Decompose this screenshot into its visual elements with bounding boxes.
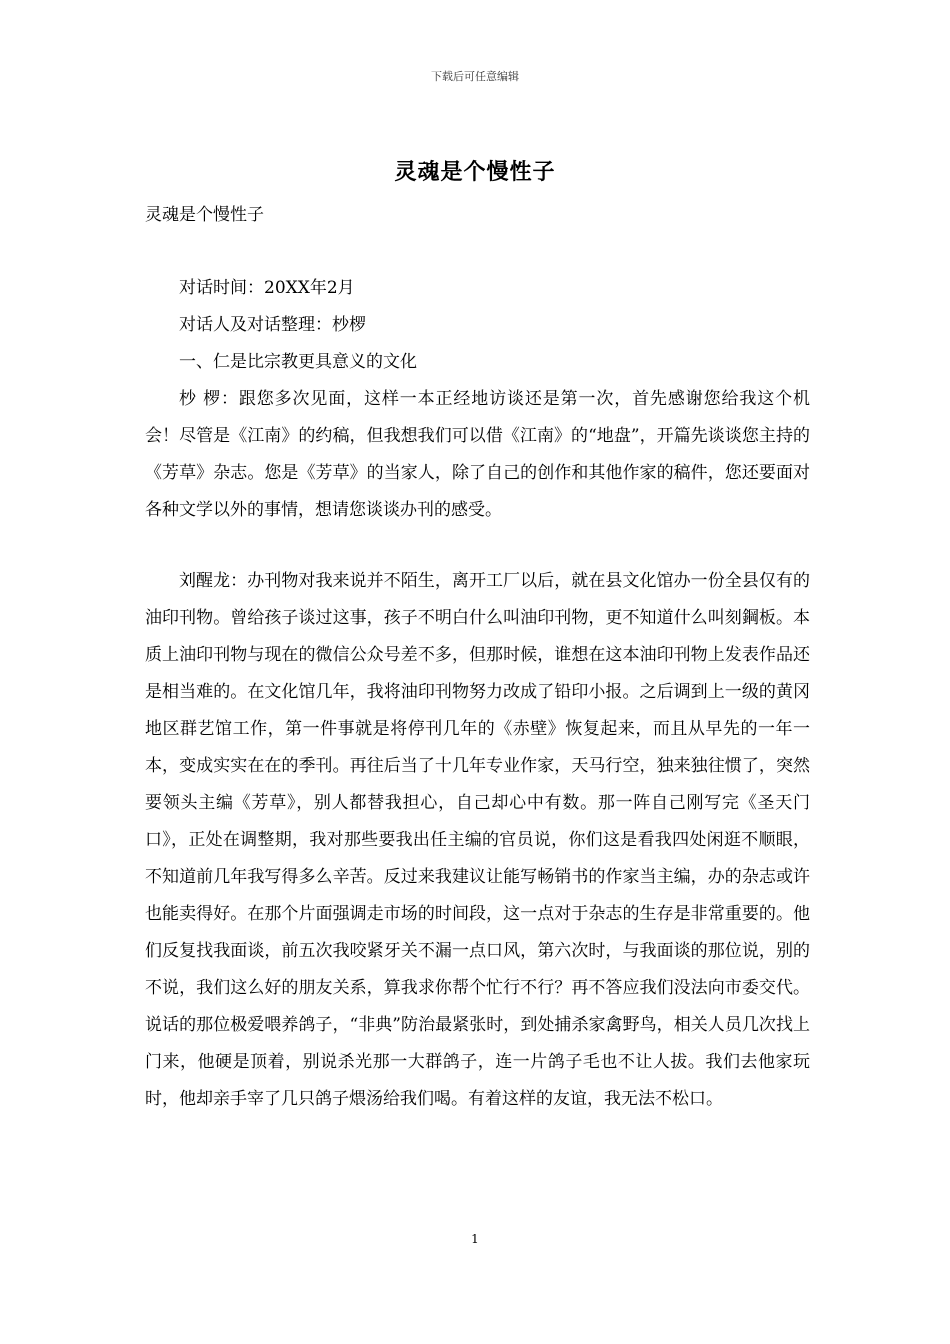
section-heading: 一、仁是比宗教更具意义的文化 <box>179 352 417 372</box>
paragraph-question: 杪 椤：跟您多次见面，这样一本正经地访谈还是第一次，首先感谢您给我这个机会！尽管是《江南》的约稿，但我想我们可以借《江南》的“地盘”，开篇先谈谈您主持的《芳草》杂志。您是《芳草》的当家人，除了自己的创作和其他作家的稿件，您还要面对各种文学以外的事情，想请您谈谈办刊的感受。 <box>145 389 810 520</box>
document-title: 灵魂是个慢性子 <box>394 159 556 185</box>
paragraph-dialogue-time: 对话时间：20XX年2月 <box>179 278 355 298</box>
paragraph-answer: 刘醒龙：办刊物对我来说并不陌生，离开工厂以后，就在县文化馆办一份全县仅有的油印刊物。曾给孩子谈过这事，孩子不明白什么叫油印刊物，更不知道什么叫刻鋼板。本质上油印刊物与现在的微信公众号差不多，但那时候，谁想在这本油印刊物上发表作品还是相当难的。在文化馆几年，我将油印刊物努力改成了铅印小报。之后调到上一级的黄冈地区群艺馆工作，第一件事就是将停刊几年的《赤壁》恢复起来，而且从早先的一年一本，变成实实在在的季刊。再往后当了十几年专业作家，天马行空，独来独往惯了，突然要领头主编《芳草》，别人都替我担心，自己却心中有数。那一阵自己刚写完《圣天门口》，正处在调整期，我对那些要我出任主编的官员说，你们这是看我四处闲逛不顺眼，不知道前几年我写得多么辛苦。反过来我建议让能写畅销书的作家当主编，办的杂志或许也能卖得好。在那个片面强调走市场的时间段，这一点对于杂志的生存是非常重要的。他们反复找我面谈，前五次我咬紧牙关不漏一点口风，第六次时，与我面谈的那位说，别的不说，我们这么好的朋友关系，算我求你帮个忙行不行？再不答应我们没法向市委交代。说话的那位极爱喂养鸽子，“非典”防治最紧张时，到处捕杀家禽野鸟，相关人员几次找上门来，他硬是顶着，别说杀光那一大群鸽子，连一片鸽子毛也不让人拔。我们去他家玩时，他却亲手宰了几只鸽子煨汤给我们喝。有着这样的友谊，我无法不松口。 <box>145 571 810 1109</box>
page-header-note: 下载后可任意编辑 <box>431 70 519 83</box>
document-body <box>145 270 810 1118</box>
paragraph-interviewer: 对话人及对话整理：杪椤 <box>179 315 366 335</box>
page-number: 1 <box>471 1232 479 1246</box>
document-subtitle: 灵魂是个慢性子 <box>145 205 264 225</box>
